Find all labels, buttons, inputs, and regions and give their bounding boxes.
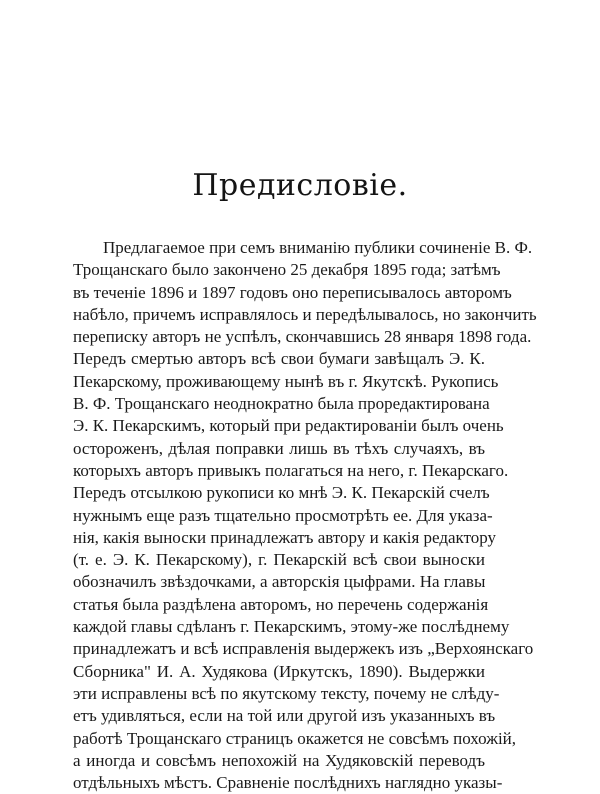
text-line: (т. е. Э. К. Пекарскому), г. Пекарскій всѣ свои выноски [73, 550, 485, 570]
text-line: набѣло, причемъ исправлялось и передѣлывалось, но закончить [73, 304, 537, 324]
text-line: каждой главы сдѣланъ г. Пекарскимъ, этому-же послѣднему [73, 617, 510, 637]
text-line: эти исправлены всѣ по якутскому тексту, почему не слѣду- [73, 683, 500, 703]
text-line: переписку авторъ не успѣлъ, скончавшись 28 января 1898 года. [73, 327, 532, 347]
text-line: Э. К. Пекарскимъ, который при редактированіи былъ очень [73, 416, 504, 436]
text-line: нужнымъ еще разъ тщательно просмотрѣть ее. Для указа- [73, 505, 493, 525]
body-text [73, 237, 537, 794]
text-line: принадлежатъ и всѣ исправленія выдержекъ изъ „Верхоянскаго [73, 639, 534, 659]
text-line: которыхъ авторъ привыкъ полагаться на него, г. Пекарскаго. [73, 460, 509, 480]
text-line: статья была раздѣлена авторомъ, но перечень содержанія [73, 594, 489, 614]
text-line: отдѣльныхъ мѣстъ. Сравненіе послѣднихъ наглядно указы- [73, 773, 503, 793]
page-title: Предисловіе. [192, 168, 408, 203]
text-line: обозначилъ звѣздочками, а авторскія цыфрами. На главы [73, 572, 486, 592]
text-line: остороженъ, дѣлая поправки лишь въ тѣхъ случаяхъ, въ [73, 438, 485, 458]
text-line: нія, какія выноски принадлежатъ автору и какія редактору [73, 527, 497, 547]
text-line: а иногда и совсѣмъ непохожій на Худяковскій переводъ [73, 750, 485, 770]
text-line: Предлагаемое при семъ вниманію публики сочиненіе В. Ф. [103, 238, 533, 257]
text-line: въ теченіе 1896 и 1897 годовъ оно переписывалось авторомъ [73, 282, 512, 302]
text-line: Пекарскому, проживающему нынѣ въ г. Якутскѣ. Рукопись [73, 371, 499, 391]
text-line: Передъ смертью авторъ всѣ свои бумаги завѣщалъ Э. К. [73, 349, 485, 369]
text-line: работѣ Трощанскаго страницъ окажется не совсѣмъ похожій, [73, 728, 517, 748]
text-line: Сборника" И. А. Худякова (Иркутскъ, 1890). Выдержки [73, 661, 485, 681]
text-line: Трощанскаго было закончено 25 декабря 1895 года; затѣмъ [73, 260, 501, 280]
text-line: Передъ отсылкою рукописи ко мнѣ Э. К. Пекарскій счелъ [73, 483, 490, 503]
text-line: В. Ф. Трощанскаго неоднократно была проредактирована [73, 394, 490, 414]
text-line: етъ удивляться, если на той или другой изъ указанныхъ въ [73, 706, 496, 726]
